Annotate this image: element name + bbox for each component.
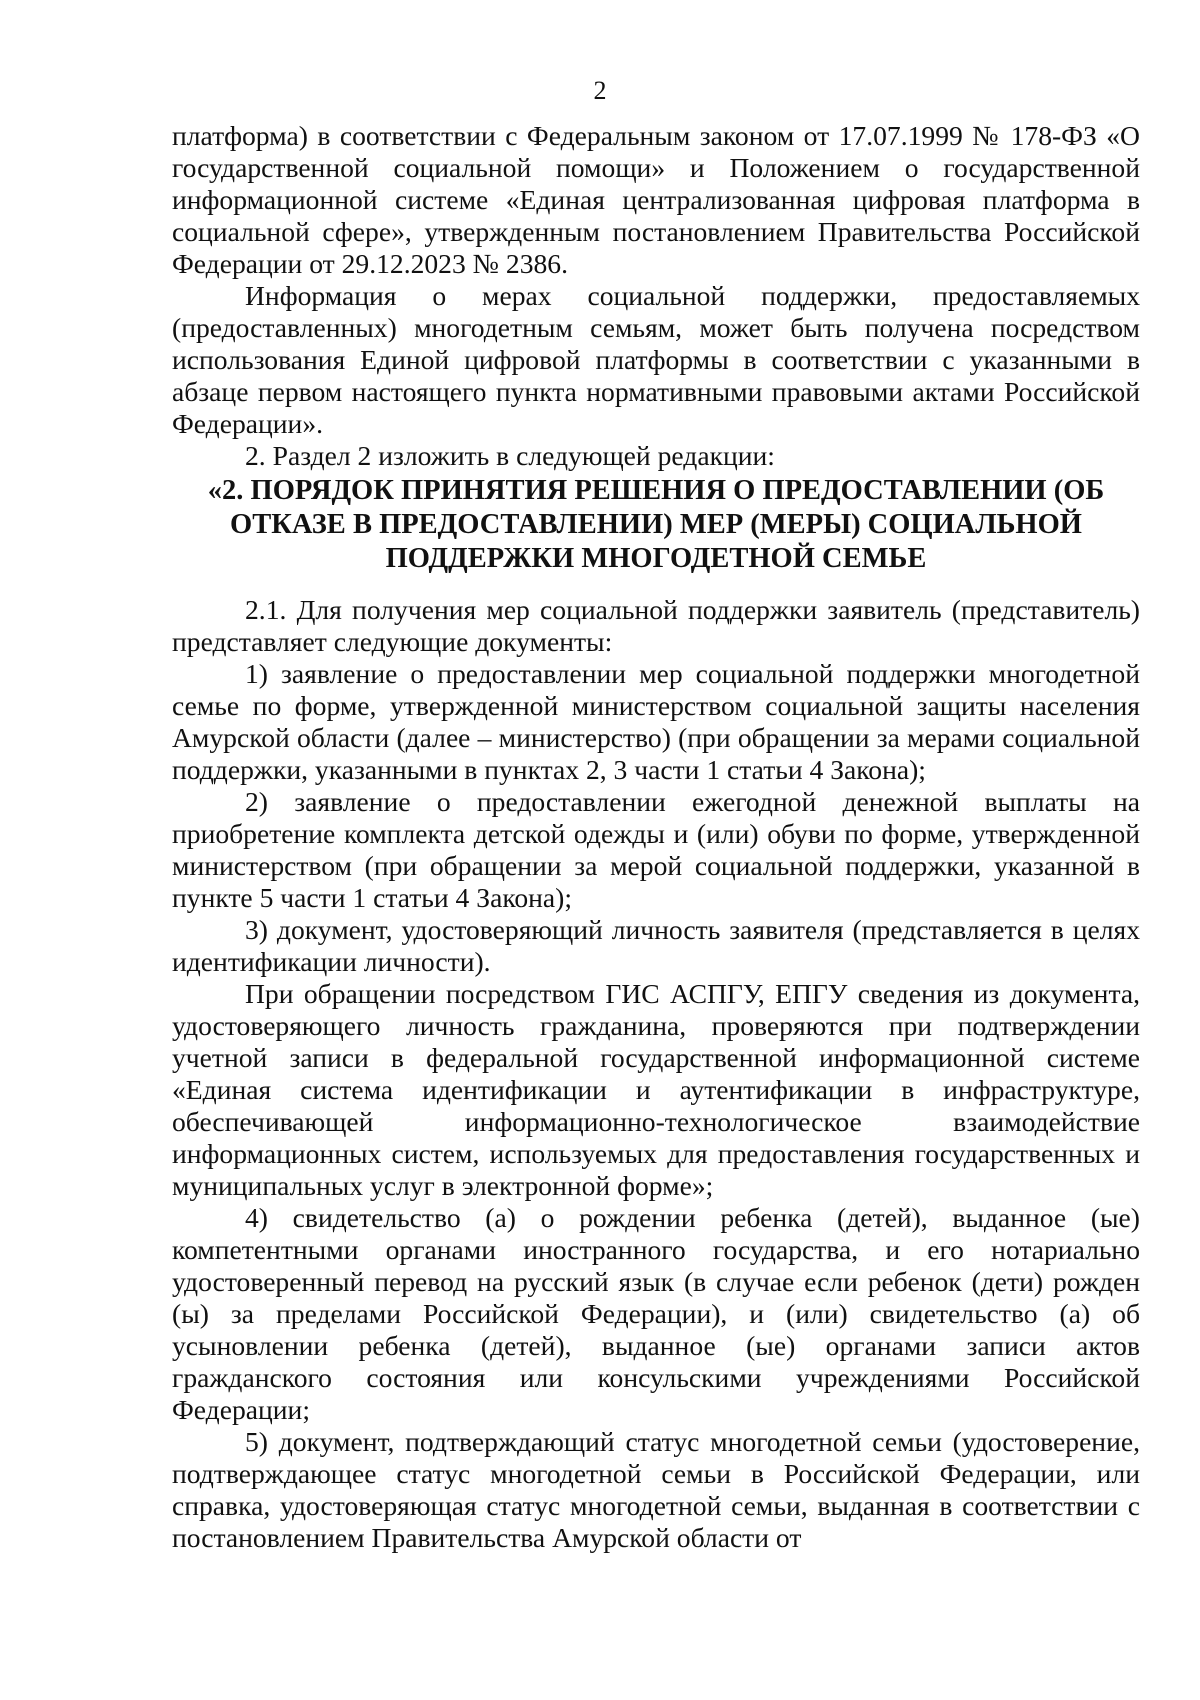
paragraph-gis-aspgu: При обращении посредством ГИС АСПГУ, ЕПГУ сведения из документа, удостоверяющего личность гражданина, проверяются при подтверждении учетной записи в федеральной государственной информационной системе «Единая система идентификации и аутентификации в инфраструктуре, обеспечивающей информационно-технологическое взаимодействие информационных систем, используемых для предоставления государственных и муниципальных услуг в электронной форме»;: [172, 978, 1140, 1201]
list-item-4: 4) свидетельство (а) о рождении ребенка (детей), выданное (ые) компетентными органами иностранного государства, и его нотариально удостоверенный перевод на русский язык (в случае если ребенок (дети) рожден (ы) за пределами Российской Федерации), и (или) свидетельство (а) об усыновлении ребенка (детей), выданное (ые) органами записи актов гражданского состояния или консульскими учреждениями Российской Федерации;: [172, 1202, 1140, 1425]
document-body: [172, 120, 1140, 1554]
list-item-1: 1) заявление о предоставлении мер социальной поддержки многодетной семье по форме, утвержденной министерством социальной защиты населения Амурской области (далее – министерство) (при обращении за мерами социальной поддержки, указанными в пунктах 2, 3 части 1 статьи 4 Закона);: [172, 658, 1140, 785]
section-heading: «2. ПОРЯДОК ПРИНЯТИЯ РЕШЕНИЯ О ПРЕДОСТАВЛЕНИИ (ОБ ОТКАЗЕ В ПРЕДОСТАВЛЕНИИ) МЕР (МЕРЫ) СОЦИАЛЬНОЙ ПОДДЕРЖКИ МНОГОДЕТНОЙ СЕМЬЕ: [207, 475, 1105, 574]
paragraph-information: Информация о мерах социальной поддержки, предоставляемых (предоставленных) многодетным семьям, может быть получена посредством использования Единой цифровой платформы в соответствии с указанными в абзаце первом настоящего пункта нормативными правовыми актами Российской Федерации».: [172, 280, 1140, 439]
list-item-3: 3) документ, удостоверяющий личность заявителя (представляется в целях идентификации личности).: [172, 914, 1140, 977]
paragraph-section-amendment: 2. Раздел 2 изложить в следующей редакции:: [245, 440, 775, 471]
paragraph-2-1: 2.1. Для получения мер социальной поддержки заявитель (представитель) представляет следующие документы:: [172, 594, 1140, 657]
list-item-2: 2) заявление о предоставлении ежегодной денежной выплаты на приобретение комплекта детской одежды и (или) обуви по форме, утвержденной министерством (при обращении за мерой социальной поддержки, указанной в пункте 5 части 1 статьи 4 Закона);: [172, 786, 1140, 913]
paragraph-continuation: платформа) в соответствии с Федеральным законом от 17.07.1999 № 178-ФЗ «О государственной социальной помощи» и Положением о государственной информационной системе «Единая централизованная цифровая платформа в социальной сфере», утвержденным постановлением Правительства Российской Федерации от 29.12.2023 № 2386.: [172, 120, 1140, 279]
page-number: 2: [593, 76, 607, 105]
list-item-5: 5) документ, подтверждающий статус многодетной семьи (удостоверение, подтверждающее статус многодетной семьи в Российской Федерации, или справка, удостоверяющая статус многодетной семьи, выданная в соответствии с постановлением Правительства Амурской области от: [172, 1426, 1140, 1553]
